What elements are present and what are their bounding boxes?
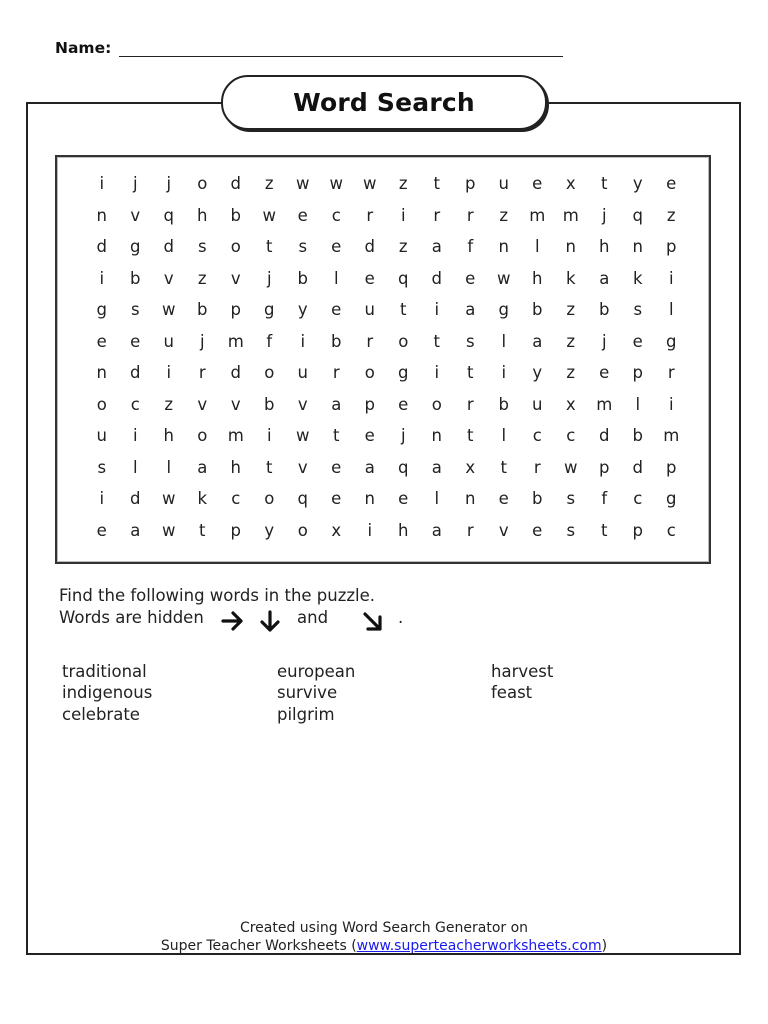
grid-letter: p [364, 394, 375, 414]
grid-letter: r [332, 363, 340, 382]
grid-letter: b [331, 331, 342, 351]
grid-row [85, 328, 688, 360]
grid-letter: e [96, 331, 107, 351]
grid-letter: m [227, 331, 244, 351]
name-label: Name: [55, 39, 112, 57]
grid-letter: b [264, 394, 275, 414]
grid-letter: x [465, 457, 476, 477]
grid-letter: j [266, 268, 272, 288]
instructions-line-2: Words are hidden [59, 608, 204, 627]
grid-letter: t [333, 426, 340, 445]
grid-letter: s [633, 300, 643, 319]
grid-letter: v [163, 268, 174, 288]
grid-letter: t [433, 174, 440, 193]
word-list-item: indigenous [62, 683, 153, 702]
grid-letter: a [431, 457, 442, 477]
word-list-item: feast [491, 683, 533, 702]
grid-letter: w [296, 174, 310, 193]
grid-letter: z [566, 331, 576, 351]
grid-letter: n [364, 489, 375, 508]
grid-letter: n [632, 237, 643, 256]
grid-letter: d [130, 363, 141, 382]
grid-letter: i [300, 331, 306, 351]
grid-letter: i [132, 426, 138, 445]
grid-letter: g [666, 489, 677, 508]
grid-letter: b [230, 205, 241, 225]
grid-letter: z [164, 394, 174, 414]
grid-letter: f [266, 331, 273, 351]
page-title: Word Search [293, 88, 475, 117]
grid-letter: d [364, 237, 375, 256]
grid-letter: v [197, 394, 208, 414]
grid-letter: n [431, 426, 442, 445]
grid-letter: a [599, 268, 610, 288]
footer-source-line [100, 938, 668, 954]
grid-letter: l [635, 394, 641, 414]
grid-letter: q [297, 489, 308, 508]
grid-letter: g [498, 300, 509, 319]
grid-letter: w [497, 268, 511, 288]
footer-credit-line: Created using Word Search Generator on [239, 920, 529, 936]
grid-letter: b [599, 300, 610, 319]
grid-letter: r [466, 520, 474, 540]
grid-letter: q [632, 205, 643, 225]
grid-letter: t [400, 300, 407, 319]
grid-letter: j [601, 205, 607, 225]
grid-letter: z [398, 174, 408, 193]
grid-letter: d [230, 174, 241, 193]
grid-letter: j [132, 174, 138, 193]
grid-letter: r [433, 205, 441, 225]
grid-letter: c [231, 489, 241, 508]
grid-letter: z [566, 363, 576, 382]
word-list-item: european [277, 662, 356, 681]
grid-letter: q [398, 457, 409, 477]
grid-letter: r [366, 331, 374, 351]
grid-letter: w [363, 174, 377, 193]
grid-letter: x [331, 520, 342, 540]
grid-letter: r [366, 205, 374, 225]
grid-letter: x [565, 174, 576, 193]
grid-letter: n [96, 363, 107, 382]
grid-letter: l [166, 457, 172, 477]
grid-letter: w [262, 205, 276, 225]
grid-letter: k [565, 268, 576, 288]
grid-letter: m [663, 426, 680, 445]
grid-letter: w [162, 300, 176, 319]
grid-letter: e [331, 237, 342, 256]
grid-letter: o [264, 489, 275, 508]
grid-letter: t [266, 237, 273, 256]
grid-letter: v [230, 268, 241, 288]
footer-prefix: Super Teacher Worksheets ( [160, 938, 357, 954]
grid-letter: y [264, 520, 275, 540]
grid-letter: e [465, 268, 476, 288]
grid-letter: j [601, 331, 607, 351]
grid-letter: l [534, 237, 540, 256]
grid-letter: i [99, 174, 105, 193]
name-blank-line [119, 56, 563, 57]
grid-letter: o [230, 237, 241, 256]
instructions-period: . [398, 608, 404, 627]
grid-letter: d [431, 268, 442, 288]
grid-letter: x [565, 394, 576, 414]
grid-letter: m [227, 426, 244, 445]
grid-letter: p [465, 174, 476, 193]
grid-letter: u [364, 300, 375, 319]
grid-letter: p [599, 457, 610, 477]
grid-letter: u [163, 331, 174, 351]
grid-letter: a [197, 457, 208, 477]
grid-letter: z [398, 237, 408, 256]
grid-letter: o [264, 363, 275, 382]
grid-letter: e [599, 363, 610, 382]
instructions-line-1: Find the following words in the puzzle. [59, 586, 376, 605]
letter-grid [85, 170, 688, 548]
grid-letter: u [297, 363, 308, 382]
grid-letter: t [467, 363, 474, 382]
grid-row [85, 170, 688, 202]
grid-letter: a [532, 331, 543, 351]
grid-letter: d [230, 363, 241, 382]
grid-letter: h [599, 237, 610, 256]
grid-letter: w [329, 174, 343, 193]
grid-row [85, 233, 688, 265]
grid-letter: e [331, 457, 342, 477]
grid-letter: h [230, 457, 241, 477]
grid-letter: h [163, 426, 174, 445]
grid-letter: j [199, 331, 205, 351]
grid-letter: j [400, 426, 406, 445]
word-list-item: celebrate [62, 705, 140, 724]
grid-letter: l [132, 457, 138, 477]
grid-letter: w [296, 426, 310, 445]
grid-letter: e [398, 394, 409, 414]
grid-row [85, 265, 688, 297]
grid-letter: i [668, 394, 674, 414]
grid-letter: q [163, 205, 174, 225]
grid-letter: z [666, 205, 676, 225]
grid-letter: p [632, 363, 643, 382]
grid-letter: n [565, 237, 576, 256]
grid-letter: z [566, 300, 576, 319]
grid-letter: p [230, 520, 241, 540]
grid-letter: c [331, 205, 341, 225]
grid-row [85, 485, 688, 517]
grid-letter: n [96, 205, 107, 225]
grid-letter: l [501, 331, 507, 351]
grid-letter: t [601, 174, 608, 193]
grid-letter: c [130, 394, 140, 414]
grid-letter: m [529, 205, 546, 225]
grid-letter: d [96, 237, 107, 256]
grid-letter: i [501, 363, 507, 382]
grid-letter: o [364, 363, 375, 382]
grid-letter: v [130, 205, 141, 225]
grid-letter: g [96, 300, 107, 319]
grid-letter: m [562, 205, 579, 225]
grid-letter: q [398, 268, 409, 288]
arrow-down-right-icon [360, 609, 386, 635]
grid-letter: w [162, 489, 176, 508]
grid-letter: l [333, 268, 339, 288]
grid-letter: t [266, 457, 273, 477]
grid-letter: e [498, 489, 509, 508]
grid-letter: o [197, 426, 208, 445]
grid-letter: e [364, 268, 375, 288]
grid-letter: t [500, 457, 507, 477]
grid-letter: s [465, 331, 475, 351]
grid-letter: s [566, 489, 576, 508]
grid-letter: t [433, 331, 440, 351]
grid-row [85, 202, 688, 234]
grid-letter: r [466, 394, 474, 414]
grid-letter: n [465, 489, 476, 508]
grid-letter: e [532, 174, 543, 193]
grid-letter: h [532, 268, 543, 288]
grid-letter: c [566, 426, 576, 445]
grid-letter: v [297, 394, 308, 414]
footer-link[interactable]: www.superteacherworksheets.com [356, 938, 602, 954]
grid-letter: p [666, 237, 677, 256]
grid-letter: b [197, 300, 208, 319]
grid-letter: i [400, 205, 406, 225]
grid-letter: s [566, 520, 576, 540]
grid-letter: o [431, 394, 442, 414]
grid-letter: v [498, 520, 509, 540]
grid-letter: t [199, 520, 206, 540]
grid-letter: r [533, 457, 541, 477]
grid-letter: e [297, 205, 308, 225]
grid-letter: w [564, 457, 578, 477]
grid-letter: s [197, 237, 207, 256]
grid-letter: b [532, 300, 543, 319]
grid-row [85, 296, 688, 328]
grid-letter: z [499, 205, 509, 225]
grid-letter: t [467, 426, 474, 445]
grid-letter: e [96, 520, 107, 540]
grid-letter: v [297, 457, 308, 477]
grid-row [85, 391, 688, 423]
arrow-right-icon [220, 610, 246, 632]
grid-letter: b [498, 394, 509, 414]
grid-letter: e [331, 300, 342, 319]
grid-letter: r [198, 363, 206, 382]
word-list-item: survive [277, 683, 338, 702]
grid-letter: k [632, 268, 643, 288]
grid-letter: h [398, 520, 409, 540]
grid-letter: d [599, 426, 610, 445]
grid-letter: c [633, 489, 643, 508]
grid-letter: g [666, 331, 677, 351]
grid-letter: g [264, 300, 275, 319]
grid-letter: a [364, 457, 375, 477]
grid-row [85, 517, 688, 549]
grid-letter: p [666, 457, 677, 477]
grid-letter: i [434, 363, 440, 382]
grid-letter: j [166, 174, 172, 193]
grid-letter: i [99, 268, 105, 288]
grid-letter: c [666, 520, 676, 540]
grid-letter: a [465, 300, 476, 319]
grid-letter: d [163, 237, 174, 256]
grid-row [85, 454, 688, 486]
title-banner [221, 75, 547, 130]
grid-letter: b [297, 268, 308, 288]
grid-letter: b [532, 489, 543, 508]
grid-letter: d [632, 457, 643, 477]
grid-letter: l [668, 300, 674, 319]
grid-letter: t [601, 520, 608, 540]
grid-letter: e [364, 426, 375, 445]
grid-letter: z [264, 174, 274, 193]
grid-letter: f [601, 489, 608, 508]
grid-letter: a [431, 520, 442, 540]
grid-letter: g [398, 363, 409, 382]
grid-letter: e [398, 489, 409, 508]
grid-letter: c [532, 426, 542, 445]
grid-letter: p [632, 520, 643, 540]
name-row [55, 37, 565, 61]
grid-letter: e [532, 520, 543, 540]
grid-letter: e [666, 174, 677, 193]
grid-letter: i [668, 268, 674, 288]
grid-letter: n [498, 237, 509, 256]
grid-letter: i [266, 426, 272, 445]
grid-letter: h [197, 205, 208, 225]
grid-letter: a [431, 237, 442, 256]
grid-letter: o [398, 331, 409, 351]
grid-letter: u [532, 394, 543, 414]
instructions-and: and [297, 608, 329, 627]
grid-letter: s [97, 457, 107, 477]
grid-letter: i [166, 363, 172, 382]
grid-letter: d [130, 489, 141, 508]
grid-letter: s [130, 300, 140, 319]
grid-letter: v [230, 394, 241, 414]
grid-letter: e [331, 489, 342, 508]
grid-letter: u [498, 174, 509, 193]
grid-letter: p [230, 300, 241, 319]
grid-letter: a [331, 394, 342, 414]
grid-row [85, 422, 688, 454]
footer-suffix: ) [601, 938, 608, 954]
grid-letter: o [96, 394, 107, 414]
grid-letter: i [99, 489, 105, 508]
grid-letter: e [130, 331, 141, 351]
grid-letter: i [367, 520, 373, 540]
grid-letter: b [130, 268, 141, 288]
grid-letter: r [667, 363, 675, 382]
grid-letter: l [434, 489, 440, 508]
grid-letter: i [434, 300, 440, 319]
grid-letter: y [632, 174, 643, 193]
grid-letter: o [297, 520, 308, 540]
word-list-item: traditional [62, 662, 147, 681]
grid-letter: s [298, 237, 308, 256]
grid-letter: z [197, 268, 207, 288]
grid-letter: g [130, 237, 141, 256]
grid-letter: k [197, 489, 208, 508]
grid-letter: f [467, 237, 474, 256]
arrow-down-icon [258, 609, 282, 635]
grid-letter: a [130, 520, 141, 540]
word-list-item: pilgrim [277, 705, 335, 724]
grid-letter: y [297, 300, 308, 319]
grid-letter: o [197, 174, 208, 193]
grid-letter: w [162, 520, 176, 540]
word-list-item: harvest [491, 662, 554, 681]
grid-letter: y [532, 363, 543, 382]
grid-letter: r [466, 205, 474, 225]
grid-letter: b [632, 426, 643, 445]
grid-letter: e [632, 331, 643, 351]
grid-letter: u [96, 426, 107, 445]
grid-row [85, 359, 688, 391]
grid-letter: l [501, 426, 507, 445]
grid-letter: m [596, 394, 613, 414]
